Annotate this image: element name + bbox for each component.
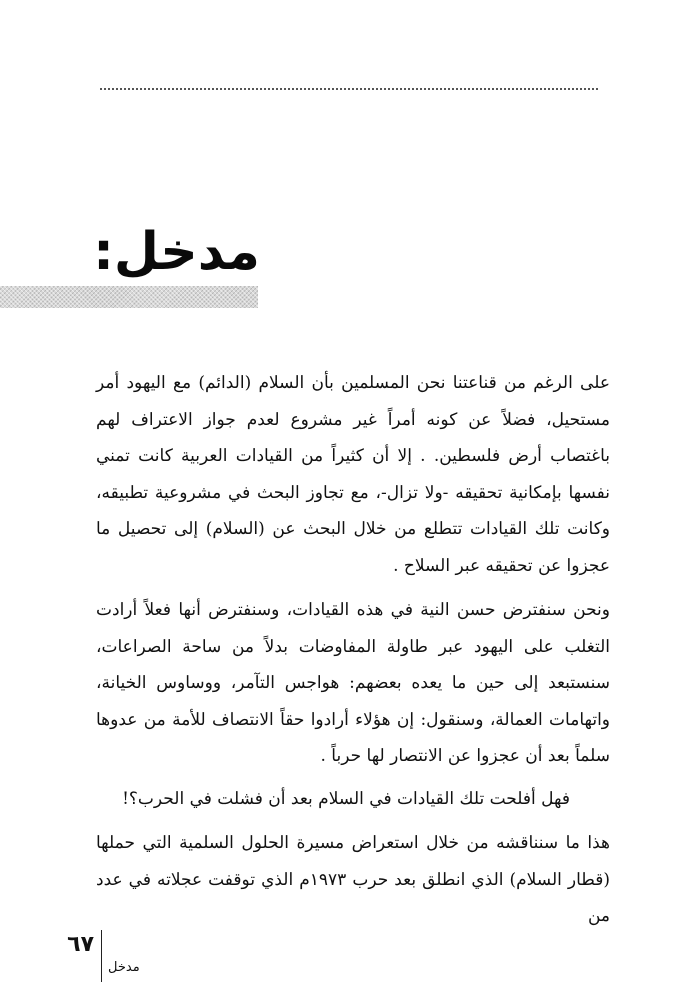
page-number: ٦٧ [67,932,94,957]
top-dotted-rule [100,88,598,90]
running-head: مدخل [108,960,140,975]
chapter-title: مدخل: [93,222,260,282]
paragraph-3: فهل أفلحت تلك القيادات في السلام بعد أن فشلت في الحرب؟! [122,788,570,809]
footer-divider [101,930,102,982]
paragraph-1: على الرغم من قناعتنا نحن المسلمين بأن السلام (الدائم) مع اليهود أمر مستحيل، فضلاً عن كونه أمراً غير مشروع لعدم جواز الاعتراف لهم باغتصاب أرض فلسطين. . إلا أن كثيراً من القيادات العربية كانت تمني نفسها بإمكانية تحقيقه -ولا تزال-، مع تجاوز البحث في مشروعية تطبيقه، وكانت تلك القيادات تتطلع من خلال البحث عن (السلام) إلى تحصيل ما عجزوا عن تحقيقه عبر السلاح . [96,373,610,576]
paragraph-2: ونحن سنفترض حسن النية في هذه القيادات، وسنفترض أنها فعلاً أرادت التغلب على اليهود عبر طاولة المفاوضات بدلاً من ساحة الصراعات، سنستبعد إلى حين ما يعده بعضهم: هواجس التآمر، ووساوس الخيانة، واتهامات العمالة، وسنقول: إن هؤلاء أرادوا حقاً الانتصاف للأمة من عدوها سلماً بعد أن عجزوا عن الانتصار لها حرباً . [96,600,610,766]
body-text [96,365,610,935]
paragraph-4: هذا ما سنناقشه من خلال استعراض مسيرة الحلول السلمية التي حملها (قطار السلام) الذي انطلق بعد حرب ١٩٧٣م الذي توقفت عجلاته في عدد من [96,833,610,926]
title-decorative-band [0,286,258,308]
